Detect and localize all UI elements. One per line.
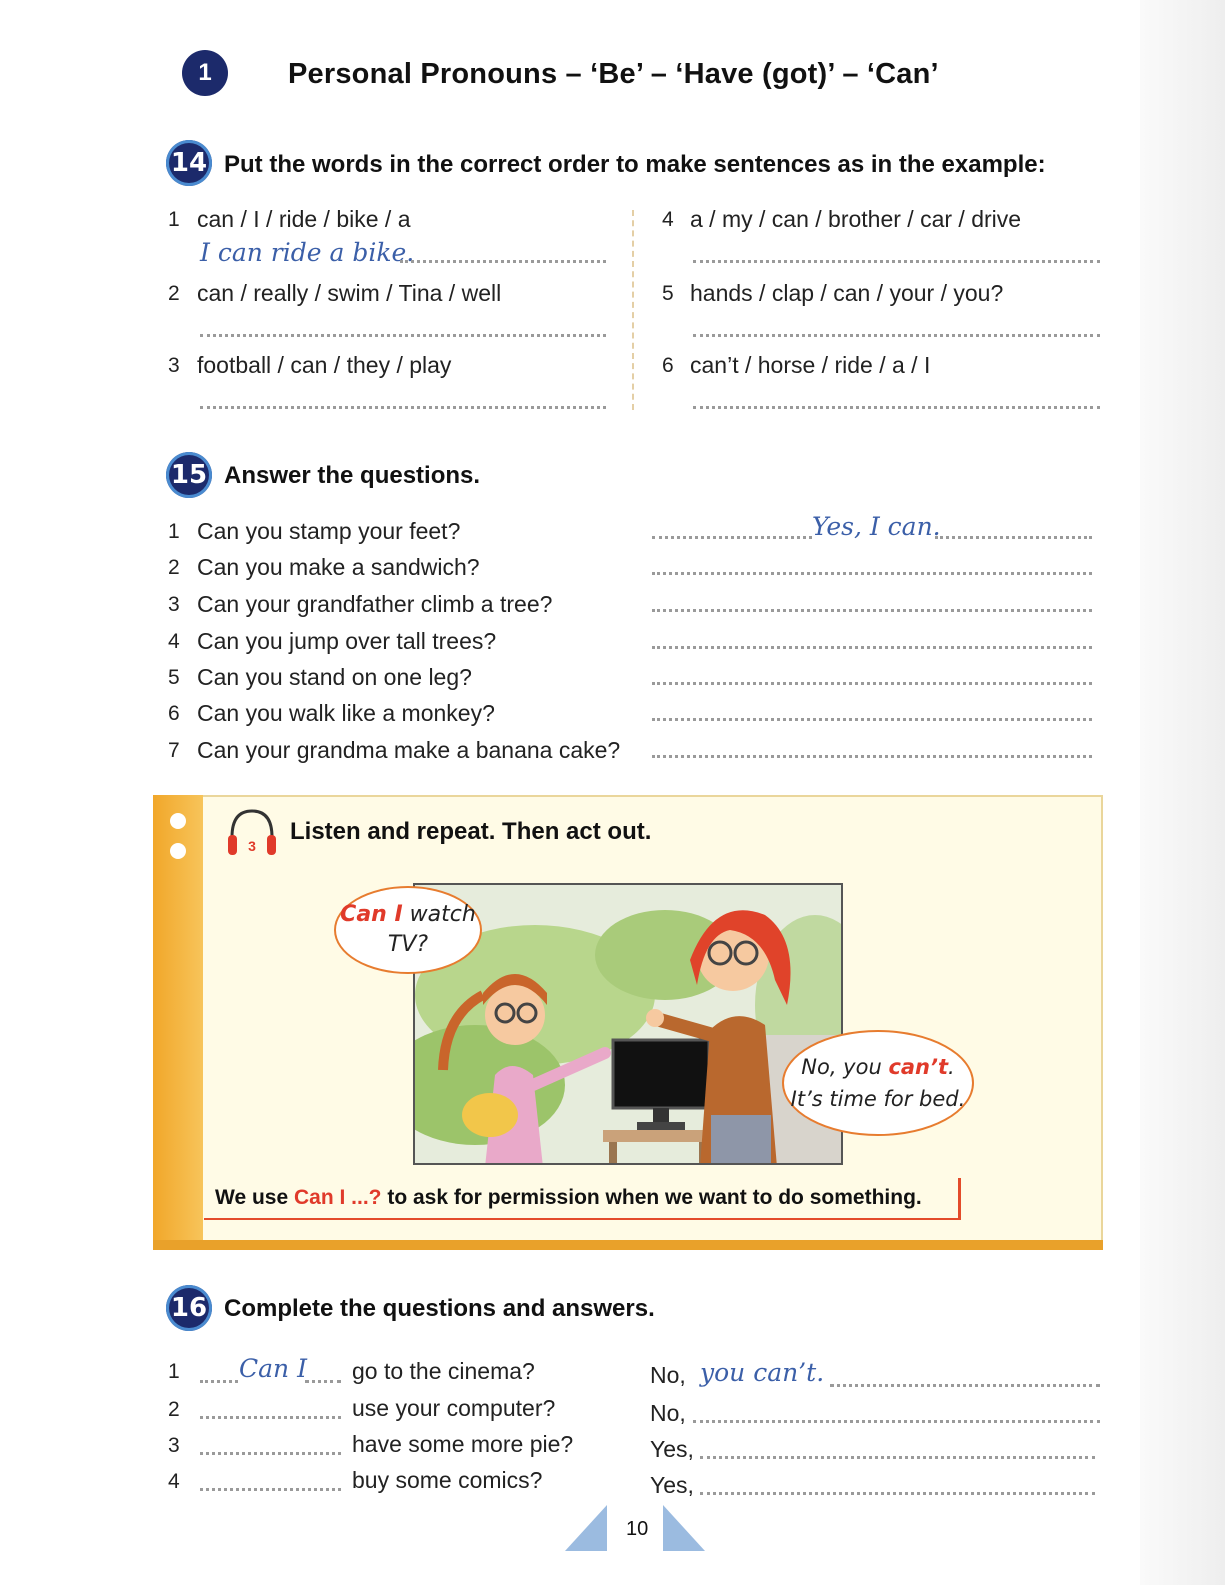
- answer-line[interactable]: [200, 334, 606, 337]
- answer-line[interactable]: [700, 1456, 1095, 1459]
- answer-line[interactable]: [652, 755, 1092, 758]
- ex14-item-prompt: football / can / they / play: [197, 352, 452, 378]
- exercise-16-title: Complete the questions and answers.: [224, 1295, 655, 1322]
- ex15-question: Can you jump over tall trees?: [197, 628, 497, 654]
- ex15-question: Can you make a sandwich?: [197, 554, 480, 580]
- bubble-red-text: can’t: [888, 1055, 949, 1079]
- ex16-item-number: 4: [168, 1470, 180, 1493]
- blank-line[interactable]: [200, 1416, 341, 1419]
- ex15-example-answer: Yes, I can.: [812, 512, 941, 541]
- ex14-item-number: 2: [168, 282, 180, 305]
- listen-section-bottom-bar: [153, 1240, 1103, 1250]
- page-number: 10: [626, 1518, 649, 1540]
- bubble-text-line2: It’s time for bed.: [790, 1087, 966, 1111]
- rule-highlight: Can I ...?: [293, 1186, 382, 1209]
- ex15-question: Can you stand on one leg?: [197, 664, 472, 690]
- ex14-example-answer: I can ride a bike.: [200, 238, 415, 267]
- exercise-14-badge: 14: [166, 140, 212, 186]
- ex15-question: Can your grandma make a banana cake?: [197, 737, 621, 763]
- headphones-icon[interactable]: [226, 805, 278, 857]
- answer-line[interactable]: [700, 1492, 1095, 1495]
- ex14-item-prompt: can’t / horse / ride / a / I: [690, 352, 931, 378]
- track-number: 3: [248, 838, 256, 854]
- grammar-rule: [215, 1186, 922, 1210]
- answer-line[interactable]: [693, 1420, 1100, 1423]
- exercise-15-title: Answer the questions.: [224, 462, 481, 489]
- answer-line[interactable]: [400, 260, 606, 263]
- bubble-text-line2: TV?: [387, 932, 429, 957]
- ex16-answer-prefix: Yes,: [650, 1472, 694, 1498]
- ex14-item-number: 1: [168, 208, 180, 231]
- binder-hole: [170, 843, 186, 859]
- ex16-question: have some more pie?: [352, 1431, 574, 1457]
- bubble-red-text: Can I: [340, 902, 403, 927]
- speech-bubble-girl: [334, 886, 482, 974]
- ex14-item-prompt: a / my / can / brother / car / drive: [690, 206, 1022, 232]
- answer-line[interactable]: [652, 646, 1092, 649]
- ex15-item-number: 6: [168, 702, 180, 725]
- ex16-answer-prefix: No,: [650, 1400, 686, 1426]
- answer-line[interactable]: [652, 609, 1092, 612]
- answer-line[interactable]: [652, 718, 1092, 721]
- ex16-question: buy some comics?: [352, 1467, 543, 1493]
- ex14-item-number: 3: [168, 354, 180, 377]
- blank-line[interactable]: [305, 1380, 341, 1383]
- speech-bubble-mother: [782, 1030, 974, 1136]
- ex16-question: use your computer?: [352, 1395, 556, 1421]
- listen-title: Listen and repeat. Then act out.: [290, 818, 652, 845]
- ex14-item-prompt: can / really / swim / Tina / well: [197, 280, 502, 306]
- ex14-item-number: 6: [662, 354, 674, 377]
- answer-line[interactable]: [935, 536, 1092, 539]
- ex16-answer-prefix: No,: [650, 1362, 686, 1388]
- blank-line[interactable]: [200, 1380, 238, 1383]
- bubble-text: No, you: [801, 1055, 889, 1079]
- ex14-item-prompt: can / I / ride / bike / a: [197, 206, 411, 232]
- ex15-item-number: 1: [168, 520, 180, 543]
- answer-line[interactable]: [652, 536, 812, 539]
- ex14-item-number: 4: [662, 208, 674, 231]
- ex14-item-number: 5: [662, 282, 674, 305]
- ex14-item-prompt: hands / clap / can / your / you?: [690, 280, 1004, 306]
- listen-section-sidebar: [153, 795, 203, 1250]
- answer-line[interactable]: [652, 572, 1092, 575]
- answer-line[interactable]: [693, 260, 1100, 263]
- ex15-question: Can you stamp your feet?: [197, 518, 461, 544]
- ex16-example-answer: you can’t.: [700, 1358, 825, 1387]
- ex15-item-number: 3: [168, 593, 180, 616]
- ex15-question: Can you walk like a monkey?: [197, 700, 495, 726]
- ex15-item-number: 7: [168, 739, 180, 762]
- unit-number-badge: 1: [182, 50, 228, 96]
- answer-line[interactable]: [693, 406, 1100, 409]
- bubble-text: .: [948, 1055, 955, 1079]
- ex16-item-number: 2: [168, 1398, 180, 1421]
- ex16-example-blank: Can I: [239, 1354, 307, 1383]
- answer-line[interactable]: [830, 1384, 1100, 1387]
- blank-line[interactable]: [200, 1452, 341, 1455]
- exercise-15-badge: 15: [166, 452, 212, 498]
- answer-line[interactable]: [200, 406, 606, 409]
- bubble-text: watch: [402, 902, 476, 927]
- ex16-item-number: 3: [168, 1434, 180, 1457]
- exercise-16-badge: 16: [166, 1285, 212, 1331]
- ex15-item-number: 2: [168, 556, 180, 579]
- column-divider: [632, 210, 634, 410]
- ex15-question: Can your grandfather climb a tree?: [197, 591, 553, 617]
- ex16-item-number: 1: [168, 1360, 180, 1383]
- exercise-14-title: Put the words in the correct order to make sentences as in the example:: [224, 151, 1046, 178]
- ex15-item-number: 5: [168, 666, 180, 689]
- answer-line[interactable]: [693, 334, 1100, 337]
- ex16-answer-prefix: Yes,: [650, 1436, 694, 1462]
- ex15-item-number: 4: [168, 630, 180, 653]
- binder-hole: [170, 813, 186, 829]
- rule-text: to ask for permission when we want to do something.: [381, 1186, 922, 1209]
- ex16-question: go to the cinema?: [352, 1358, 535, 1384]
- rule-text: We use: [215, 1186, 294, 1209]
- blank-line[interactable]: [200, 1488, 341, 1491]
- page-title: Personal Pronouns – ‘Be’ – ‘Have (got)’ – ‘Can’: [288, 58, 939, 90]
- answer-line[interactable]: [652, 682, 1092, 685]
- page-edge-shadow: [1140, 0, 1225, 1585]
